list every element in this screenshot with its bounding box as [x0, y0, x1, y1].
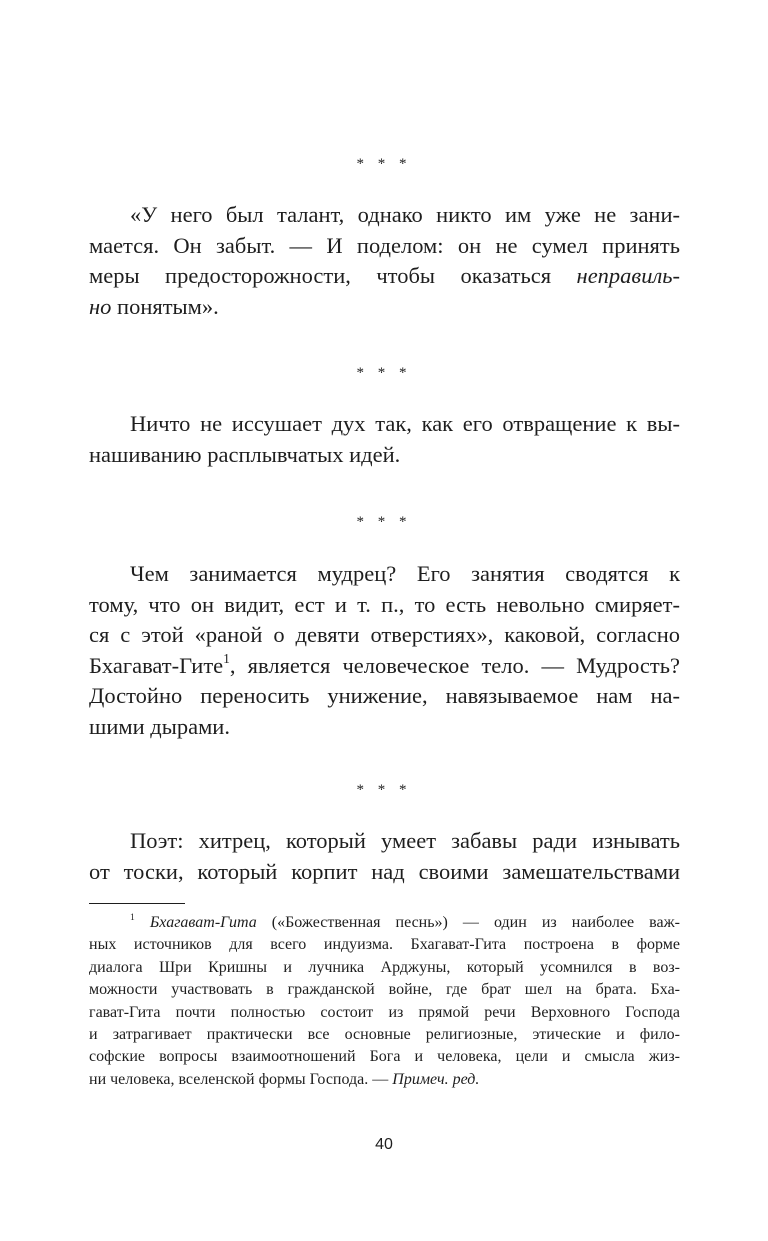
footnote-line: софские вопросы взаимоотношений Бога и человека, цели и смысла жиз- — [89, 1048, 680, 1066]
footnote-line — [89, 912, 680, 934]
footnote-line: и затрагивает практически все основные религиозные, этические и фило- — [89, 1026, 680, 1044]
paragraph-poet — [89, 826, 680, 887]
text-line: Ничто не иссушает дух так, как его отвращение к вы- — [130, 411, 680, 436]
text-line — [89, 651, 680, 682]
section-separator: * * * — [356, 782, 412, 798]
text-run: меры предосторожности, чтобы оказаться — [89, 263, 577, 288]
text-line: Чем занимается мудрец? Его занятия сводятся к — [130, 561, 680, 586]
paragraph-talent — [89, 200, 680, 322]
italic-text: но — [89, 293, 112, 319]
text-line: тому, что он видит, ест и т. п., то есть невольно смиряет- — [89, 591, 680, 617]
page-number: 40 — [375, 1136, 393, 1153]
text-run: Бхагават-Гите — [89, 652, 224, 678]
footnote-line: гават-Гита почти полностью состоит из прямой речи Верховного Господа — [89, 1003, 680, 1021]
text-line: ся с этой «раной о девяти отверстиях», каковой, согласно — [89, 622, 680, 647]
text-line: шими дырами. — [89, 713, 230, 739]
section-separator: * * * — [356, 514, 412, 530]
footnote-line: можности участвовать в гражданской войне, где брат шел на брата. Бха- — [89, 981, 680, 999]
paragraph-sage — [89, 559, 680, 742]
footnote — [89, 912, 680, 1091]
text-line: «У него был талант, однако никто им уже не зани- — [130, 202, 680, 227]
text-line: Достойно переносить унижение, навязываемое нам на- — [89, 683, 680, 708]
footnote-divider — [89, 903, 185, 904]
section-separator: * * * — [356, 156, 412, 172]
text-line: Поэт: хитрец, который умеет забавы ради изнывать — [130, 828, 680, 853]
footnote-line: диалога Шри Кришны и лучника Арджуны, который усомнился в воз- — [89, 958, 680, 976]
italic-text: Примеч. ред. — [392, 1070, 480, 1088]
italic-text: неправиль- — [576, 263, 680, 288]
text-line: нашиванию расплывчатых идей. — [89, 441, 401, 467]
footnote-mark: 1 — [130, 911, 135, 923]
footnote-line: ных источников для всего индуизма. Бхагават-Гита построена в форме — [89, 936, 680, 954]
text-line: от тоски, который корпит над своими замешательствами — [89, 858, 680, 884]
text-run: ни человека, вселенской формы Господа. — — [89, 1070, 393, 1088]
section-separator: * * * — [356, 365, 412, 381]
text-run: , является человеческое тело. — Мудрость? — [229, 652, 680, 678]
text-line — [89, 292, 680, 323]
footnote-line — [89, 1069, 680, 1091]
text-line: мается. Он забыт. — И поделом: он не сумел принять — [89, 232, 680, 258]
paragraph-spirit — [89, 409, 680, 470]
footnote-reference[interactable]: 1 — [223, 650, 230, 666]
text-line — [89, 261, 680, 292]
text-run: понятым». — [111, 293, 219, 319]
text-run: («Божественная песнь») — один из наиболее важ- — [256, 914, 680, 931]
italic-text: Бхагават-Гита — [149, 914, 257, 931]
